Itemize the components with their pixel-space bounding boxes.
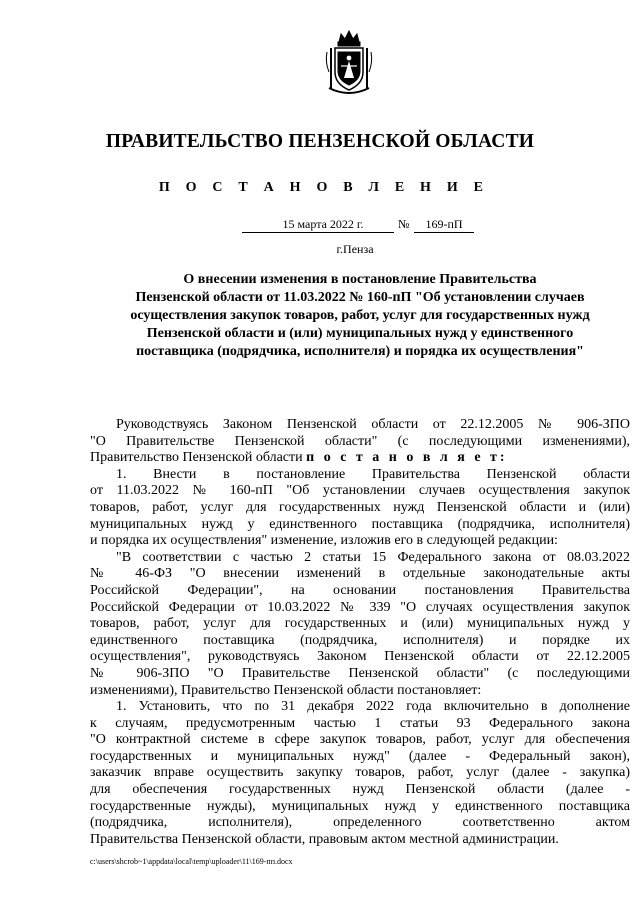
body-line: изменениями), Правительство Пензенской области постановляет: [90, 682, 482, 698]
body-line: осуществления", руководствуясь Законом Пензенской области от 22.12.2005 [90, 649, 630, 665]
number-sign: № [398, 217, 410, 231]
body-line: "В соответствии с частью 2 статьи 15 Федерального закона от 08.03.2022 [116, 549, 630, 565]
decree-body [90, 417, 630, 848]
body-line: 1. Внести в постановление Правительства Пензенской области [116, 466, 630, 482]
decree-subject [100, 271, 620, 361]
decree-number: 169-пП [414, 216, 474, 233]
body-line: № 906-ЗПО "О Правительстве Пензенской области" (с последующими [90, 665, 630, 681]
body-line: товаров, работ, услуг для государственных и (или) муниципальных нужд у [90, 616, 630, 632]
body-line-text: Правительство Пензенской области [90, 450, 303, 466]
decree-date: 15 марта 2022 г. [242, 216, 394, 233]
subject-line: Пензенской области от 11.03.2022 № 160-пП "Об установлении случаев [135, 290, 585, 305]
file-path-footer: c:\users\shcrob~1\appdata\local\temp\uploader\11\169-пп.docx [90, 857, 293, 866]
body-line: для обеспечения государственных нужд Пензенской области (далее - [90, 782, 630, 798]
body-line: "О Правительстве Пензенской области" (с последующими изменениями), [90, 433, 630, 449]
subject-line: поставщика (подрядчика, исполнителя) и порядка их осуществления" [136, 344, 584, 359]
body-line: заказчик вправе осуществить закупку товаров, работ, услуг (далее - закупка) [90, 765, 630, 781]
subject-line: О внесении изменения в постановление Правительства [183, 272, 537, 287]
subject-line: Пензенской области и (или) муниципальных нужд у единственного [146, 326, 574, 341]
body-line: 1. Установить, что по 31 декабря 2022 года включительно в дополнение [116, 699, 630, 715]
coat-of-arms-icon [323, 28, 375, 96]
body-line: Правительства Пензенской области, правовым актом местной администрации. [90, 831, 559, 847]
government-title: ПРАВИТЕЛЬСТВО ПЕНЗЕНСКОЙ ОБЛАСТИ [105, 131, 535, 152]
body-line: от 11.03.2022 № 160-пП "Об установлении случаев осуществления закупок [90, 483, 630, 499]
body-line: № 46-ФЗ "О внесении изменений в отдельные законодательные акты [90, 566, 630, 582]
body-line: к случаям, предусмотренным частью 1 статьи 93 Федерального закона [90, 715, 630, 731]
body-line: Российской Федерации от 10.03.2022 № 339 "О случаях осуществления закупок [90, 599, 630, 615]
body-line: единственного поставщика (подрядчика, исполнителя) и порядке их [90, 632, 630, 648]
body-line: и порядка их осуществления" изменение, изложив его в следующей редакции: [90, 533, 558, 549]
body-line: государственных и муниципальных нужд" (далее - Федеральный закон), [90, 748, 630, 764]
subject-line: осуществления закупок товаров, работ, услуг для государственных нужд [130, 308, 590, 323]
document-type-heading: П О С Т А Н О В Л Е Н И Е [158, 180, 490, 195]
body-line: "О контрактной системе в сфере закупок товаров, работ, услуг для обеспечения [90, 732, 630, 748]
body-line: (подрядчика, исполнителя), определенного соответственно актом [90, 815, 630, 831]
body-line [90, 450, 630, 467]
body-line: Руководствуясь Законом Пензенской области от 22.12.2005 № 906-ЗПО [116, 417, 630, 432]
city-name: г.Пенза [336, 242, 374, 256]
body-line: товаров, работ, услуг для государственных нужд Пензенской области и (или) [90, 499, 630, 515]
body-line: государственные нужды), муниципальных нужд у единственного поставщика [90, 798, 630, 814]
body-line: Российской Федерации", на основании постановления Правительства [90, 582, 630, 598]
body-line: муниципальных нужд у единственного поставщика (подрядчика, исполнителя) [90, 516, 630, 532]
decree-word: п о с т а н о в л я е т: [306, 450, 508, 466]
